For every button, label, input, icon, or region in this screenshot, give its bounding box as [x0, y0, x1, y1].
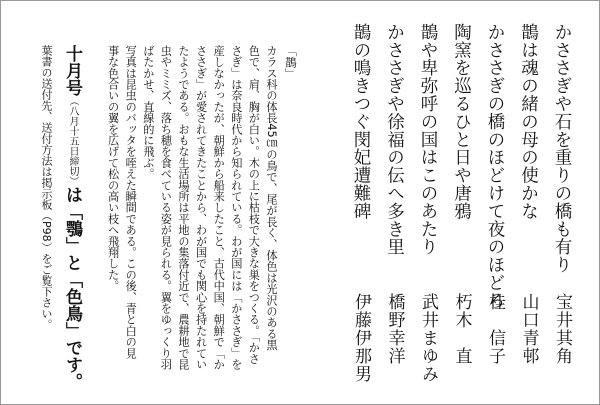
haiku-item [516, 23, 542, 398]
essay-line: 写真は昆虫のバッタを咥えた瞬間である。この後、青と白の見 [124, 45, 138, 359]
essay-line: 色で、肩、胸が白い。木の上に枯枝で大きな巣をつくる。「かさ [247, 45, 261, 365]
haiku-author: 桂 信子 [485, 293, 505, 365]
notice-theme: は「鶚」と「色鳥」です。 [62, 186, 82, 390]
haiku-text: 鵲や卑弥呼の国はこのあたり [418, 23, 438, 256]
notice-sub-line: 葉書の送付先、送付方法は掲示板（P98）をご覧下さい。 [40, 45, 53, 330]
essay-line: カラス科の体長45㎝の鳥で、尾が長く、体色は光沢のある黒 [265, 45, 278, 351]
haiku-item [482, 23, 508, 398]
haiku-item [449, 23, 475, 398]
haiku-author: 朽木 直 [451, 293, 472, 365]
essay-line: さぎ」は奈良時代から知られている。わが国には「かささぎ」を [229, 45, 243, 370]
essay-line: 虫やミミズ、落ち穂を食べている姿が見られる。翼をゆっくり羽 [159, 45, 173, 370]
haiku-text: かささぎの橋のほどけて夜のほどろ [485, 23, 505, 310]
haiku-item [549, 23, 575, 398]
notice-deadline: （八月十五日締切） [67, 96, 78, 186]
essay-line: 事な色合いの翼を広げて松の高い枝へ飛翔した。 [106, 45, 120, 292]
essay-heading: 「鵲」 [284, 45, 298, 80]
haiku-item [382, 23, 408, 398]
next-theme-notice [61, 45, 83, 390]
haiku-author: 武井まゆみ [418, 293, 438, 383]
notice-month: 十月号 [62, 45, 82, 96]
essay-line: ばたかせ、直線的に飛ぶ。 [141, 45, 155, 180]
haiku-author: 橋野幸洋 [384, 293, 405, 365]
haiku-author: 伊藤伊那男 [351, 293, 371, 383]
haiku-item [415, 23, 441, 398]
essay-line: 産しなかったが、朝鮮から船来したこと、古代中国、朝鮮で「か [212, 45, 226, 370]
haiku-text: かささぎや徐福の伝へ多き里 [384, 23, 405, 256]
haiku-text: 陶窯を巡るひと日や唐鴉 [451, 23, 472, 220]
essay-line: たようである。おもな生活場所は平地の集落付近で、農耕地で昆 [177, 45, 190, 370]
haiku-author: 山口青邨 [518, 293, 539, 365]
haiku-text: かささぎや石を重りの橋も有り [552, 23, 572, 274]
essay-line: ささぎ」が愛されてきたことから、わが国でも関心を持たれてい [194, 45, 208, 370]
haiku-item [348, 23, 374, 398]
haiku-text: 鵲の鳴きつぐ閔妃遭難碑 [351, 23, 371, 220]
haiku-text: 鵲は魂の緒の母の使かな [518, 23, 539, 220]
haiku-author: 宝井其角 [552, 293, 572, 365]
